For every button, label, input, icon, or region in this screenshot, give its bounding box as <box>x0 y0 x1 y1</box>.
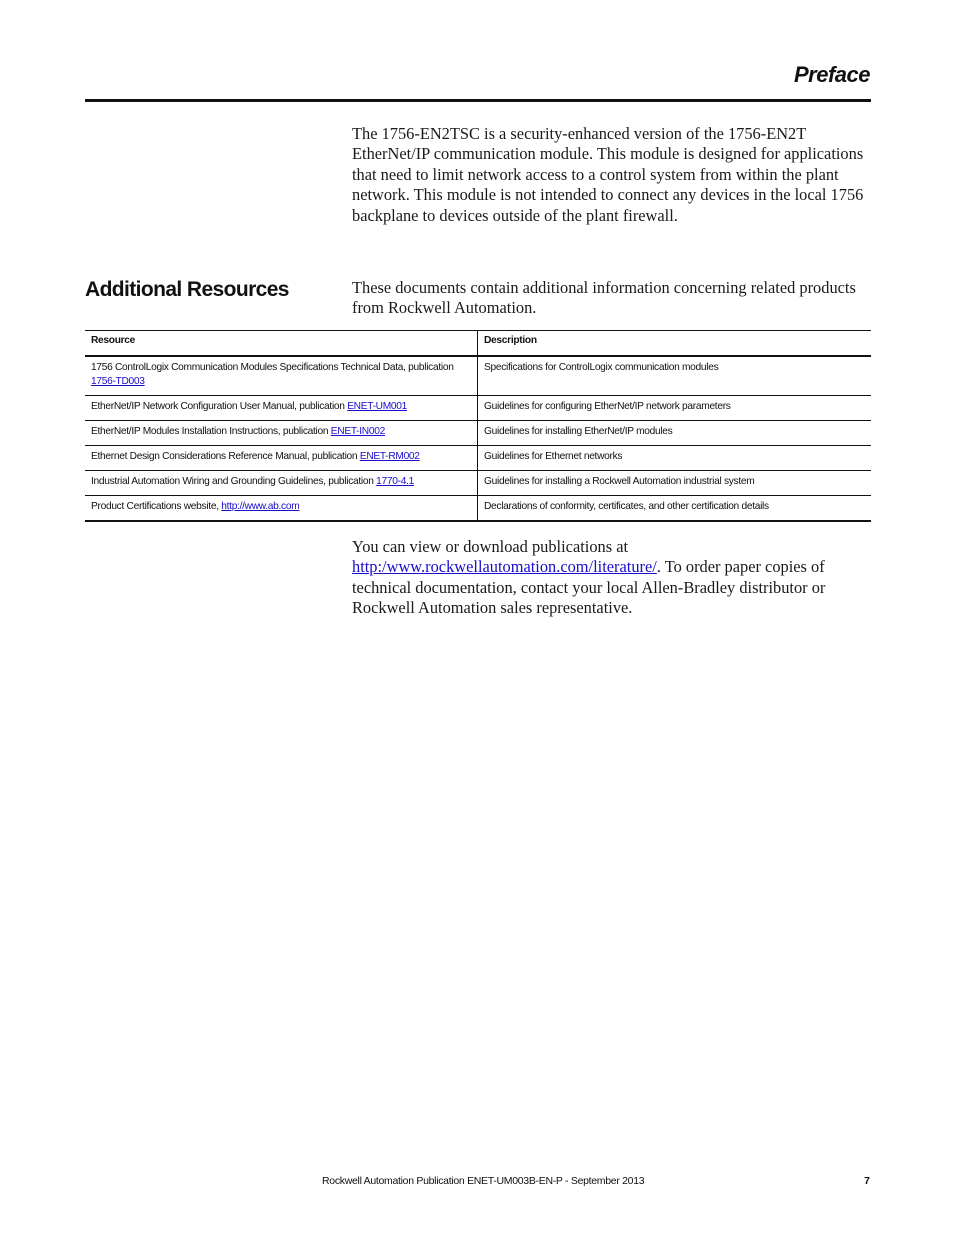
description-cell: Declarations of conformity, certificates, and other certification details <box>478 496 872 522</box>
description-cell: Guidelines for configuring EtherNet/IP network parameters <box>478 396 872 421</box>
table-row <box>85 356 871 396</box>
resource-title: EtherNet/IP Network Configuration User Manual, publication <box>91 401 348 412</box>
page-header-title: Preface <box>793 62 870 87</box>
literature-link[interactable]: http:/www.rockwellautomation.com/literature/ <box>352 557 657 577</box>
page-number: 7 <box>864 1175 870 1187</box>
resource-cell <box>85 396 478 421</box>
table-row <box>85 421 871 446</box>
column-header-resource: Resource <box>85 331 478 357</box>
header-rule <box>85 99 871 102</box>
resource-title: Ethernet Design Considerations Reference Manual, publication <box>91 451 360 462</box>
column-header-description: Description <box>478 331 872 357</box>
description-cell: Guidelines for installing a Rockwell Automation industrial system <box>478 471 872 496</box>
resource-cell <box>85 471 478 496</box>
footer-publication: Rockwell Automation Publication ENET-UM003B-EN-P - September 2013 <box>322 1175 645 1187</box>
resource-link[interactable]: http://www.ab.com <box>221 501 300 512</box>
description-cell: Guidelines for Ethernet networks <box>478 446 872 471</box>
table-row <box>85 396 871 421</box>
resource-title: 1756 ControlLogix Communication Modules Specifications Technical Data, publication <box>91 362 454 373</box>
resource-cell <box>85 356 478 396</box>
resource-link[interactable]: 1770-4.1 <box>376 476 414 487</box>
resource-link[interactable]: 1756-TD003 <box>91 376 145 387</box>
table-header-row <box>85 331 871 357</box>
description-cell: Specifications for ControlLogix communication modules <box>478 356 872 396</box>
section-intro-paragraph: These documents contain additional information concerning related products from Rockwell Automation. <box>352 278 856 318</box>
resource-cell <box>85 446 478 471</box>
resource-cell <box>85 496 478 522</box>
section-heading: Additional Resources <box>85 278 289 301</box>
resource-cell <box>85 421 478 446</box>
resource-link[interactable]: ENET-UM001 <box>347 401 408 412</box>
outro-paragraph <box>352 537 867 619</box>
outro-text-after: . To order paper copies of technical documentation, contact your local Allen-Bradley distributor or Rockwell Automation sales representative. <box>352 557 826 618</box>
resource-title: Industrial Automation Wiring and Grounding Guidelines, publication <box>91 476 377 487</box>
resource-title: EtherNet/IP Modules Installation Instructions, publication <box>91 426 331 437</box>
table-row <box>85 496 871 522</box>
resource-link[interactable]: ENET-IN002 <box>330 426 385 437</box>
resource-title: Product Certifications website, <box>91 501 222 512</box>
table-row <box>85 471 871 496</box>
description-cell: Guidelines for installing EtherNet/IP modules <box>478 421 872 446</box>
resource-link[interactable]: ENET-RM002 <box>359 451 420 462</box>
table-row <box>85 446 871 471</box>
outro-text-before: You can view or download publications at <box>352 537 629 556</box>
intro-paragraph: The 1756-EN2TSC is a security-enhanced version of the 1756-EN2T EtherNet/IP communication module. This module is designed for applications that need to limit network access to a control system from within the plant network. This module is not intended to connect any devices in the local 1756 backplane to devices outside of the plant firewall. <box>352 124 864 225</box>
resources-table <box>85 330 871 522</box>
